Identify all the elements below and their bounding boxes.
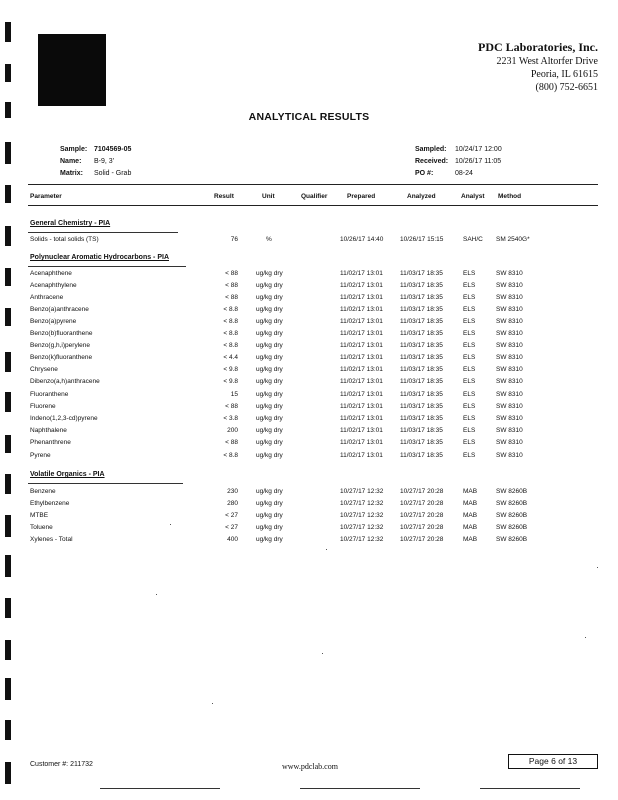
table-row — [0, 270, 618, 281]
sample-id: 7104569-05 — [94, 146, 132, 153]
param-prepared: 10/27/17 12:32 — [340, 536, 384, 543]
param-analyzed: 11/03/17 18:35 — [400, 282, 443, 289]
po-field — [415, 170, 473, 177]
scan-speck — [322, 653, 323, 654]
col-qualifier: Qualifier — [301, 193, 328, 200]
param-analyzed: 10/27/17 20:28 — [400, 500, 444, 507]
param-method: SW 8310 — [496, 318, 523, 325]
param-result: < 88 — [225, 294, 238, 301]
param-name: Solids - total solids (TS) — [30, 236, 99, 243]
col-parameter: Parameter — [30, 193, 62, 200]
sampled-value: 10/24/17 12:00 — [455, 146, 502, 153]
param-method: SW 8310 — [496, 391, 523, 398]
col-prepared: Prepared — [347, 193, 376, 200]
param-analyzed: 10/26/17 15:15 — [400, 236, 444, 243]
param-prepared: 11/02/17 13:01 — [340, 270, 383, 277]
param-name: Fluorene — [30, 403, 56, 410]
param-prepared: 11/02/17 13:01 — [340, 452, 383, 459]
param-analyzed: 10/27/17 20:28 — [400, 488, 444, 495]
scan-mark — [5, 142, 11, 164]
param-analyzed: 10/27/17 20:28 — [400, 512, 444, 519]
param-method: SW 8260B — [496, 524, 528, 531]
param-method: SW 8260B — [496, 512, 528, 519]
col-result: Result — [214, 193, 234, 200]
param-prepared: 11/02/17 13:01 — [340, 391, 383, 398]
param-unit: ug/kg dry — [256, 427, 283, 434]
table-row — [0, 236, 618, 247]
table-row — [0, 306, 618, 317]
sampled-field — [415, 146, 502, 153]
sample-label: Sample: — [60, 146, 88, 153]
table-row — [0, 391, 618, 402]
param-analyst: ELS — [463, 403, 476, 410]
lab-city: Peoria, IL 61615 — [530, 69, 598, 80]
param-name: Fluoranthene — [30, 391, 69, 398]
param-method: SW 8260B — [496, 536, 528, 543]
section-divider — [28, 483, 183, 484]
param-analyzed: 11/03/17 18:35 — [400, 270, 443, 277]
param-result: < 27 — [225, 512, 238, 519]
param-name: Benzo(g,h,i)perylene — [30, 342, 90, 349]
redacted-logo — [38, 34, 106, 106]
param-name: Ethylbenzene — [30, 500, 70, 507]
param-name: Toluene — [30, 524, 53, 531]
table-row — [0, 439, 618, 450]
param-unit: ug/kg dry — [256, 354, 283, 361]
scan-mark — [5, 64, 11, 82]
param-analyzed: 11/03/17 18:35 — [400, 354, 443, 361]
param-result: < 3.8 — [223, 415, 238, 422]
param-result: < 27 — [225, 524, 238, 531]
table-row — [0, 378, 618, 389]
param-analyzed: 10/27/17 20:28 — [400, 536, 444, 543]
scan-speck — [156, 594, 157, 595]
received-field — [415, 158, 501, 165]
param-unit: ug/kg dry — [256, 536, 283, 543]
name-field — [60, 158, 114, 165]
scan-speck — [585, 637, 586, 638]
table-row — [0, 427, 618, 438]
table-row — [0, 366, 618, 377]
scan-mark — [5, 555, 11, 577]
param-unit: ug/kg dry — [256, 524, 283, 531]
footer-rule — [100, 788, 220, 789]
param-name: Benzo(a)anthracene — [30, 306, 89, 313]
param-name: Anthracene — [30, 294, 64, 301]
param-result: < 88 — [225, 282, 238, 289]
scan-mark — [5, 598, 11, 618]
param-result: < 8.8 — [223, 318, 238, 325]
param-analyst: ELS — [463, 270, 476, 277]
param-analyst: MAB — [463, 512, 478, 519]
param-name: Naphthalene — [30, 427, 67, 434]
section-divider — [28, 266, 186, 267]
param-result: < 8.8 — [223, 342, 238, 349]
param-result: < 8.8 — [223, 306, 238, 313]
scan-mark — [5, 640, 11, 660]
lab-name: PDC Laboratories, Inc. — [478, 40, 598, 54]
page-indicator: Page 6 of 13 — [508, 754, 598, 769]
param-analyst: MAB — [463, 536, 478, 543]
param-prepared: 11/02/17 13:01 — [340, 354, 383, 361]
param-prepared: 11/02/17 13:01 — [340, 342, 383, 349]
table-row — [0, 452, 618, 463]
col-method: Method — [498, 193, 522, 200]
param-prepared: 11/02/17 13:01 — [340, 439, 383, 446]
po-value: 08-24 — [455, 170, 473, 177]
param-result: < 88 — [225, 270, 238, 277]
param-prepared: 11/02/17 13:01 — [340, 366, 383, 373]
table-row — [0, 342, 618, 353]
param-unit: ug/kg dry — [256, 391, 283, 398]
header-bottom-rule — [28, 205, 598, 206]
scan-mark — [5, 185, 11, 203]
param-name: Phenanthrene — [30, 439, 71, 446]
table-row — [0, 512, 618, 523]
section-title-general-chemistry: General Chemistry - PIA — [30, 220, 111, 227]
table-row — [0, 294, 618, 305]
matrix-label: Matrix: — [60, 170, 83, 177]
param-analyzed: 11/03/17 18:35 — [400, 294, 443, 301]
param-name: Benzo(k)fluoranthene — [30, 354, 93, 361]
param-unit: ug/kg dry — [256, 452, 283, 459]
table-row — [0, 318, 618, 329]
footer-rule — [300, 788, 420, 789]
param-analyzed: 11/03/17 18:35 — [400, 427, 443, 434]
param-analyst: MAB — [463, 524, 478, 531]
param-prepared: 10/26/17 14:40 — [340, 236, 384, 243]
param-analyzed: 11/03/17 18:35 — [400, 403, 443, 410]
section-divider — [28, 232, 178, 233]
param-method: SW 8310 — [496, 270, 523, 277]
param-method: SW 8310 — [496, 366, 523, 373]
param-unit: ug/kg dry — [256, 366, 283, 373]
sampled-label: Sampled: — [415, 146, 447, 153]
param-analyzed: 11/03/17 18:35 — [400, 306, 443, 313]
param-prepared: 11/02/17 13:01 — [340, 294, 383, 301]
param-analyzed: 11/03/17 18:35 — [400, 366, 443, 373]
param-result: 76 — [230, 236, 238, 243]
sample-name: B-9, 3' — [94, 158, 115, 165]
lab-website: www.pdclab.com — [282, 762, 338, 771]
param-unit: ug/kg dry — [256, 330, 283, 337]
param-analyst: ELS — [463, 282, 476, 289]
param-unit: ug/kg dry — [256, 342, 283, 349]
param-prepared: 11/02/17 13:01 — [340, 282, 383, 289]
scan-mark — [5, 22, 11, 42]
name-label: Name: — [60, 158, 82, 165]
param-prepared: 11/02/17 13:01 — [340, 318, 383, 325]
param-prepared: 10/27/17 12:32 — [340, 500, 384, 507]
footer-rule — [480, 788, 580, 789]
param-name: MTBE — [30, 512, 49, 519]
col-analyst: Analyst — [461, 193, 485, 200]
param-analyzed: 10/27/17 20:28 — [400, 524, 444, 531]
param-analyzed: 11/03/17 18:35 — [400, 391, 443, 398]
param-prepared: 11/02/17 13:01 — [340, 403, 383, 410]
param-analyst: ELS — [463, 378, 476, 385]
param-result: 400 — [227, 536, 238, 543]
param-analyzed: 11/03/17 18:35 — [400, 415, 443, 422]
header-top-rule — [28, 184, 598, 185]
param-unit: ug/kg dry — [256, 282, 283, 289]
section-title-volatile-organics: Volatile Organics - PIA — [30, 471, 105, 478]
param-result: 200 — [227, 427, 238, 434]
received-label: Received: — [415, 158, 449, 165]
col-analyzed: Analyzed — [407, 193, 436, 200]
param-method: SM 2540G* — [496, 236, 530, 243]
param-name: Dibenzo(a,h)anthracene — [30, 378, 100, 385]
param-analyst: MAB — [463, 500, 478, 507]
param-method: SW 8310 — [496, 282, 523, 289]
param-unit: ug/kg dry — [256, 378, 283, 385]
param-unit: ug/kg dry — [256, 512, 283, 519]
param-result: < 88 — [225, 403, 238, 410]
param-result: < 9.8 — [223, 366, 238, 373]
param-method: SW 8310 — [496, 403, 523, 410]
col-unit: Unit — [262, 193, 275, 200]
param-unit: ug/kg dry — [256, 318, 283, 325]
param-analyzed: 11/03/17 18:35 — [400, 439, 443, 446]
param-method: SW 8310 — [496, 306, 523, 313]
lab-phone: (800) 752-6651 — [535, 82, 598, 93]
sample-field — [60, 146, 131, 153]
param-method: SW 8260B — [496, 488, 528, 495]
scan-mark — [5, 678, 11, 700]
param-method: SW 8260B — [496, 500, 528, 507]
param-name: Benzene — [30, 488, 56, 495]
param-method: SW 8310 — [496, 452, 523, 459]
param-name: Benzo(b)fluoranthene — [30, 330, 93, 337]
param-analyzed: 11/03/17 18:35 — [400, 330, 443, 337]
param-analyzed: 11/03/17 18:35 — [400, 452, 443, 459]
param-prepared: 11/02/17 13:01 — [340, 427, 383, 434]
sample-matrix: Solid - Grab — [94, 170, 132, 177]
param-result: < 4.4 — [223, 354, 238, 361]
param-unit: ug/kg dry — [256, 306, 283, 313]
scan-speck — [170, 524, 171, 525]
param-name: Pyrene — [30, 452, 51, 459]
table-row — [0, 403, 618, 414]
param-analyst: ELS — [463, 330, 476, 337]
param-analyst: SAH/C — [463, 236, 483, 243]
po-label: PO #: — [415, 170, 434, 177]
param-analyst: ELS — [463, 439, 476, 446]
param-method: SW 8310 — [496, 294, 523, 301]
param-unit: ug/kg dry — [256, 294, 283, 301]
param-result: < 8.8 — [223, 330, 238, 337]
param-analyst: MAB — [463, 488, 478, 495]
param-unit: % — [266, 236, 272, 243]
section-title-pah: Polynuclear Aromatic Hydrocarbons - PIA — [30, 254, 169, 261]
page-title: ANALYTICAL RESULTS — [248, 111, 370, 123]
param-name: Chrysene — [30, 366, 58, 373]
param-unit: ug/kg dry — [256, 403, 283, 410]
param-analyst: ELS — [463, 366, 476, 373]
param-analyst: ELS — [463, 415, 476, 422]
scan-mark — [5, 762, 11, 784]
matrix-field — [60, 170, 131, 177]
param-analyst: ELS — [463, 427, 476, 434]
param-unit: ug/kg dry — [256, 439, 283, 446]
param-unit: ug/kg dry — [256, 415, 283, 422]
param-unit: ug/kg dry — [256, 270, 283, 277]
param-name: Acenaphthylene — [30, 282, 77, 289]
param-prepared: 10/27/17 12:32 — [340, 524, 384, 531]
table-row — [0, 500, 618, 511]
param-method: SW 8310 — [496, 354, 523, 361]
param-prepared: 11/02/17 13:01 — [340, 415, 383, 422]
param-result: 15 — [230, 391, 238, 398]
table-row — [0, 536, 618, 547]
table-row — [0, 524, 618, 535]
param-name: Indeno(1,2,3-cd)pyrene — [30, 415, 98, 422]
param-result: < 9.8 — [223, 378, 238, 385]
param-result: < 8.8 — [223, 452, 238, 459]
customer-number: Customer #: 211732 — [30, 761, 93, 768]
scan-speck — [326, 549, 327, 550]
param-unit: ug/kg dry — [256, 488, 283, 495]
param-prepared: 10/27/17 12:32 — [340, 512, 384, 519]
param-result: < 88 — [225, 439, 238, 446]
param-method: SW 8310 — [496, 378, 523, 385]
scan-speck — [212, 703, 213, 704]
table-row — [0, 415, 618, 426]
table-row — [0, 282, 618, 293]
param-result: 280 — [227, 500, 238, 507]
param-name: Xylenes - Total — [30, 536, 73, 543]
param-prepared: 10/27/17 12:32 — [340, 488, 384, 495]
param-method: SW 8310 — [496, 427, 523, 434]
param-analyst: ELS — [463, 294, 476, 301]
param-analyst: ELS — [463, 452, 476, 459]
param-analyzed: 11/03/17 18:35 — [400, 378, 443, 385]
param-analyst: ELS — [463, 318, 476, 325]
param-prepared: 11/02/17 13:01 — [340, 378, 383, 385]
param-name: Benzo(a)pyrene — [30, 318, 77, 325]
param-analyst: ELS — [463, 391, 476, 398]
param-analyst: ELS — [463, 306, 476, 313]
param-method: SW 8310 — [496, 439, 523, 446]
param-method: SW 8310 — [496, 330, 523, 337]
param-name: Acenaphthene — [30, 270, 72, 277]
table-row — [0, 330, 618, 341]
received-value: 10/26/17 11:05 — [455, 158, 502, 165]
param-analyst: ELS — [463, 354, 476, 361]
param-method: SW 8310 — [496, 342, 523, 349]
param-unit: ug/kg dry — [256, 500, 283, 507]
param-prepared: 11/02/17 13:01 — [340, 330, 383, 337]
param-analyzed: 11/03/17 18:35 — [400, 342, 443, 349]
param-analyzed: 11/03/17 18:35 — [400, 318, 443, 325]
param-prepared: 11/02/17 13:01 — [340, 306, 383, 313]
table-row — [0, 354, 618, 365]
lab-address: 2231 West Altorfer Drive — [496, 56, 598, 67]
table-row — [0, 488, 618, 499]
param-analyst: ELS — [463, 342, 476, 349]
scan-speck — [597, 567, 598, 568]
param-method: SW 8310 — [496, 415, 523, 422]
scan-mark — [5, 720, 11, 740]
param-result: 230 — [227, 488, 238, 495]
